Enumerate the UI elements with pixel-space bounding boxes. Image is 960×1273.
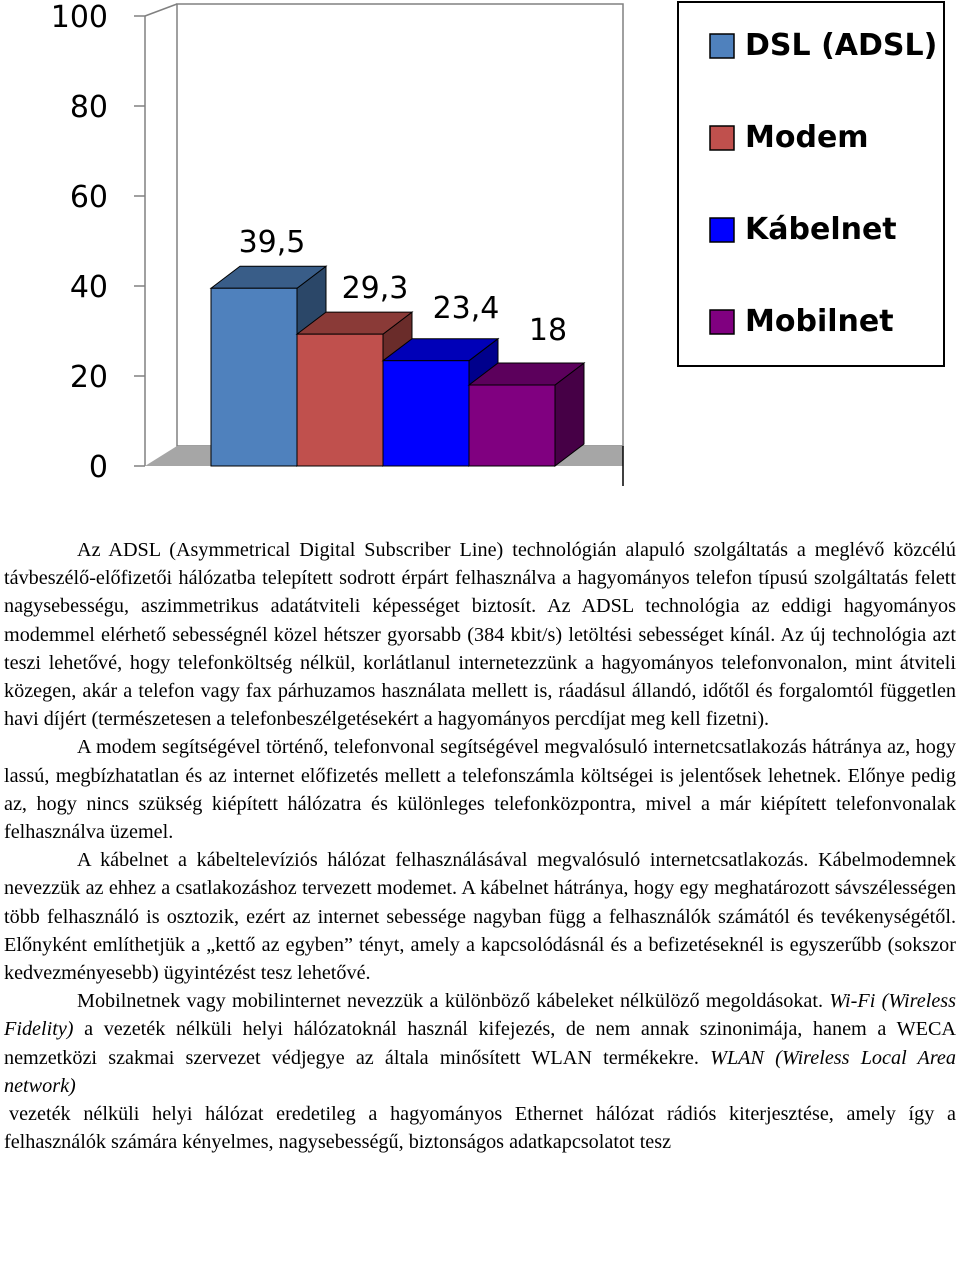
legend-item — [710, 120, 869, 155]
paragraph-text: Az ADSL (Asymmetrical Digital Subscriber Line) technológián alapuló szolgáltatás a meglévő közcélú távbeszélő-előfizetői hálózatba telepített sodrott érpárt felhasználva a hagyományos telefon típusú szolgáltatás felett nagysebességu, aszimmetrikus adatátviteli képességet biztosít. Az ADSL technológia az eddigi hagyományos modemmel elérhető sebességnél közel hétszer gyorsabb (384 kbit/s) letöltési sebességet kínál. Az új technológia azt teszi lehetővé, hogy telefonköltség nélkül, korlátlanul internetezzünk a hagyományos telefonvonalon, mint átviteli közegen, akár a telefon vagy fax párhuzamos használata mellett is, ráadásul állandó, időtől és forgalomtól független havi díjért (természetesen a telefonbeszélgetésekért a hagyományos percdíjat meg kell fizetni). — [4, 539, 956, 731]
paragraph — [4, 733, 956, 846]
document-body — [4, 536, 956, 1156]
bar-3 — [469, 363, 584, 466]
italic-term: WLAN (Wireless Local Area network) — [4, 1046, 956, 1097]
y-tick-label: 100 — [50, 0, 108, 35]
paragraph — [4, 987, 956, 1100]
legend-label: DSL (ADSL) — [745, 28, 938, 63]
left-wall-edge — [145, 4, 177, 16]
y-tick-label: 40 — [69, 270, 108, 305]
paragraph-text: Mobilnetnek vagy mobilinternet nevezzük a különböző kábeleket nélkülöző megoldásokat. — [77, 990, 830, 1013]
paragraph — [4, 846, 956, 987]
bar-front — [383, 361, 469, 466]
paragraph-text: A modem segítségével történő, telefonvonal segítségével megvalósuló internetcsatlakozás hátránya az, hogy lassú, megbízhatatlan és az internet előfizetés mellett a telefonszámla költségei is jelentősek lehetnek. Előnye pedig az, hogy nincs szükség kiépített hálózatra és különleges telefonközpontra, mivel a már kiépített telefonvonalak felhasználva üzemel. — [4, 736, 956, 844]
paragraph — [4, 536, 956, 733]
legend-swatch — [710, 218, 734, 242]
data-label: 18 — [528, 313, 568, 348]
legend-swatch — [710, 34, 734, 58]
y-axis — [51, 0, 145, 485]
y-tick-label: 20 — [69, 360, 108, 395]
y-tick-label: 60 — [69, 180, 108, 215]
paragraph-text: a vezeték nélküli helyi hálózatoknál használ kifejezés, de nem annak szinonimája, hanem a WECA nemzetközi szakmai szervezet védjegye az általa minősített WLAN termékekre. — [4, 1018, 956, 1069]
italic-term: Wi-Fi (Wireless Fidelity) — [4, 990, 956, 1041]
legend-swatch — [710, 126, 734, 150]
bar-front — [211, 288, 297, 466]
paragraph-text: A kábelnet a kábeltelevíziós hálózat felhasználásával megvalósuló internetcsatlakozás. Kábelmodemnek nevezzük az ehhez a csatlakozáshoz tervezett modemet. A kábelnet hátránya, hogy egy meghatározott sávszélességen több felhasználó is osztozik, ezért az internet sebessége nagyban függ a felhasználók számától és tevékenységétől. Előnyként említhetjük a „kettő az egyben” tényt, amely a kapcsolódásnál és a befizetéseknél is egyszerűbb (sokszor kedvezményesebb) ügyintézést tesz lehetővé. — [4, 849, 956, 985]
paragraph — [4, 1100, 956, 1156]
legend-item — [710, 28, 937, 63]
data-label: 29,3 — [341, 271, 409, 306]
paragraph-text: vezeték nélküli helyi hálózat eredetileg a hagyományos Ethernet hálózat rádiós kiterjesztése, amely így a felhasználók számára kényelmes, nagysebességű, biztonságos adatkapcsolatot tesz — [4, 1103, 956, 1154]
legend-swatch — [710, 310, 734, 334]
data-label: 39,5 — [238, 225, 306, 260]
legend-label: Modem — [745, 120, 869, 155]
y-tick-label: 80 — [69, 90, 108, 125]
legend-label: Kábelnet — [745, 212, 897, 247]
legend-label: Mobilnet — [745, 304, 894, 339]
bar-front — [297, 334, 383, 466]
y-tick-label: 0 — [88, 450, 108, 485]
legend — [678, 2, 944, 366]
data-label: 23,4 — [432, 291, 500, 326]
bar-chart — [0, 0, 960, 500]
bar-front — [469, 385, 555, 466]
